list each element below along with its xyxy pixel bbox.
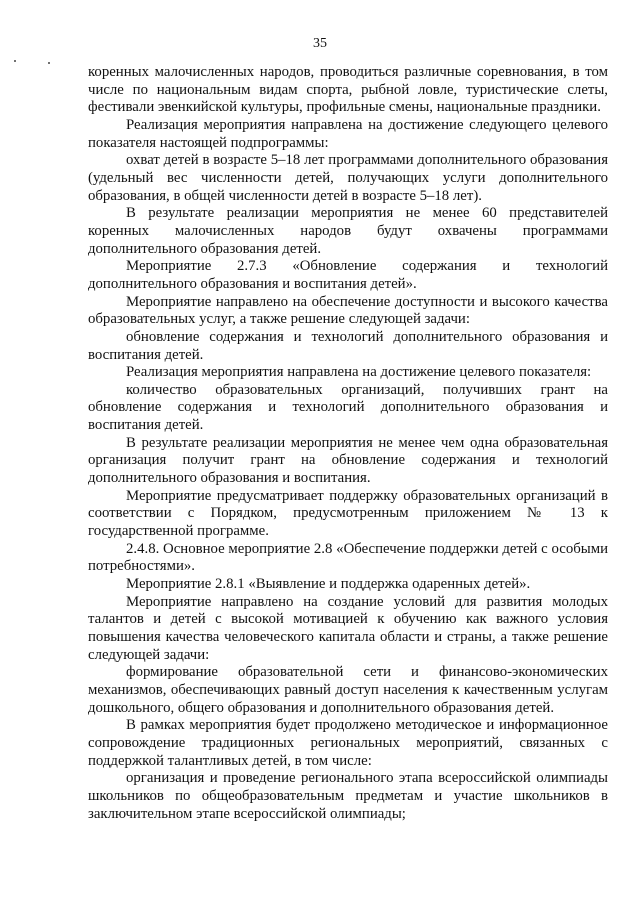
paragraph: Реализация мероприятия направлена на достижение целевого показателя: (126, 364, 592, 381)
paragraph: формирование образовательной сети и финансово-экономических механизмов, обеспечивающих равный доступ населения к качественным услугам дошкольного, общего образования и дополнительного образования детей. (88, 664, 608, 716)
paragraph: Мероприятие 2.8.1 «Выявление и поддержка одаренных детей». (126, 576, 531, 593)
paragraph: количество образовательных организаций, получивших грант на обновление содержания и технологий дополнительного образования и воспитания детей. (88, 381, 608, 434)
paragraph: Мероприятие направлено на обеспечение доступности и высокого качества образовательных услуг, а также решение следующей задачи: (88, 293, 608, 328)
paragraph: Мероприятие предусматривает поддержку образовательных организаций в соответствии с Порядком, предусмотренным приложением № 13 к государственной программе. (88, 487, 608, 540)
paragraph: Реализация мероприятия направлена на достижение следующего целевого показателя настоящей подпрограммы: (88, 116, 608, 151)
paragraph: В результате реализации мероприятия не менее 60 представителей коренных малочисленных народов будут охвачены программами дополнительного образования детей. (88, 205, 608, 257)
paragraph-continuation: коренных малочисленных народов, проводиться различные соревнования, в том числе по национальным видам спорта, рыбной ловле, туристические слеты, фестивали эвенкийской культуры, профильные смены, национальные праздники. (88, 64, 608, 116)
paragraph: Мероприятие направлено на создание условий для развития молодых талантов и детей с высокой мотивацией к обучению как важного условия повышения качества человеческого капитала области и страны, а также решение следующей задачи: (88, 593, 608, 663)
document-body (88, 64, 608, 823)
page-number: 35 (313, 36, 327, 51)
scan-speck (48, 62, 50, 64)
paragraph: Мероприятие 2.7.3 «Обновление содержания и технологий дополнительного образования и воспитания детей». (88, 258, 608, 292)
section-heading: 2.4.8. Основное мероприятие 2.8 «Обеспечение поддержки детей с особыми потребностями». (88, 540, 608, 575)
paragraph: В результате реализации мероприятия не менее чем одна образовательная организация получит грант на обновление содержания и технологий дополнительного образования и воспитания. (88, 434, 608, 487)
paragraph: организация и проведение регионального этапа всероссийской олимпиады школьников по общеобразовательным предметам и участие школьников в заключительном этапе всероссийской олимпиады; (88, 770, 608, 822)
paragraph: обновление содержания и технологий дополнительного образования и воспитания детей. (88, 328, 608, 363)
paragraph: В рамках мероприятия будет продолжено методическое и информационное сопровождение традиционных региональных мероприятий, связанных с поддержкой талантливых детей, в том числе: (88, 717, 608, 769)
scan-speck (14, 60, 16, 62)
paragraph: охват детей в возрасте 5–18 лет программами дополнительного образования (удельный вес численности детей, получающих услуги дополнительного образования, в общей численности детей в возрасте 5–18 лет). (88, 152, 608, 204)
